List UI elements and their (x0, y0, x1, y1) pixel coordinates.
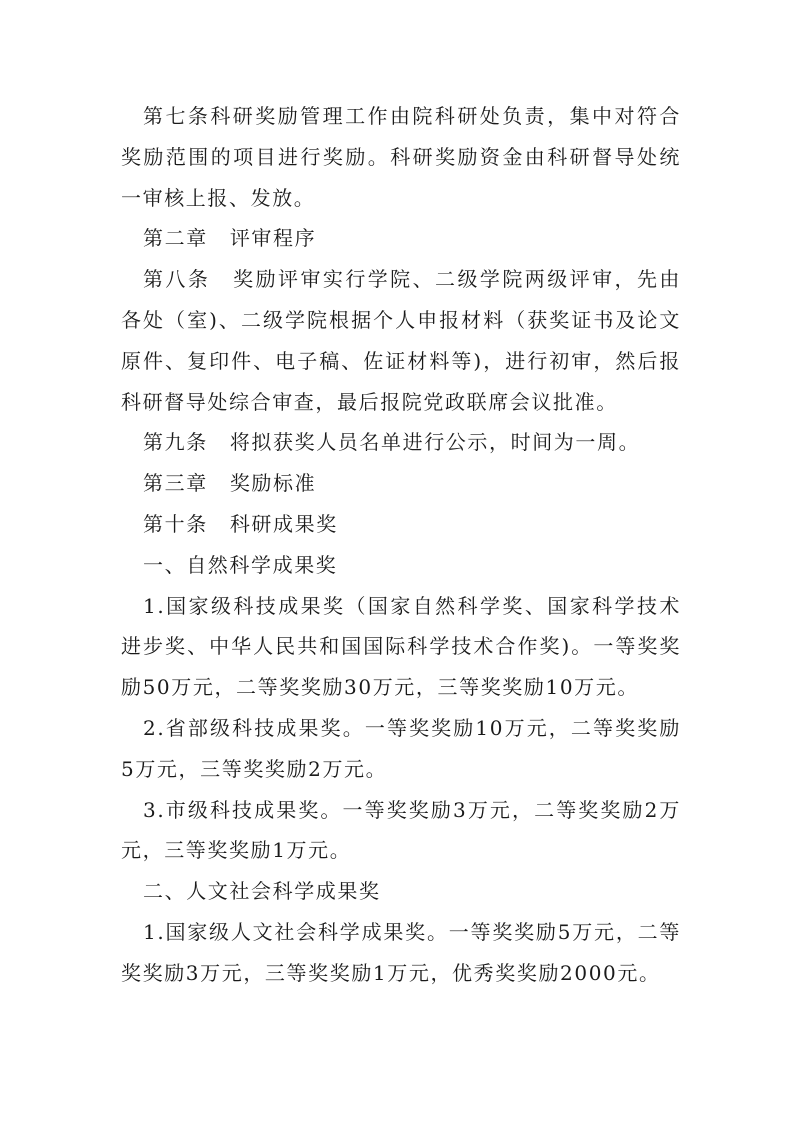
section-1-heading (121, 545, 681, 586)
article-10-title: 科研成果奖 (229, 511, 338, 536)
section-2-title: 二、人文社会科学成果奖 (143, 879, 381, 904)
article-7-text: 第七条科研奖励管理工作由院科研处负责，集中对符合奖励范围的项目进行奖励。科研奖励资金由科研督导处统一审核上报、发放。 (121, 104, 681, 210)
item-1-2-text: 2.省部级科技成果奖。一等奖奖励10万元，二等奖奖励5万元，三等奖奖励2万元。 (121, 715, 681, 781)
article-7-paragraph (121, 96, 681, 218)
item-1-3-text: 3.市级科技成果奖。一等奖奖励3万元，二等奖奖励2万元，三等奖奖励1万元。 (121, 797, 681, 863)
article-8-paragraph (121, 259, 681, 422)
chapter-3-heading (121, 463, 681, 504)
article-9-text: 将拟获奖人员名单进行公示，时间为一周。 (229, 430, 641, 455)
article-10-heading (121, 504, 681, 545)
item-2-1-text: 1.国家级人文社会科学成果奖。一等奖奖励5万元，二等奖奖励3万元，三等奖奖励1万元，优秀奖奖励2000元。 (121, 919, 681, 985)
item-1-2-paragraph (121, 708, 681, 790)
article-9-paragraph (121, 422, 681, 463)
item-1-3-paragraph (121, 790, 681, 872)
section-2-heading (121, 871, 681, 912)
chapter-2-heading (121, 218, 681, 259)
article-8-text: 奖励评审实行学院、二级学院两级评审，先由各处（室)、二级学院根据个人申报材料（获奖证书及论文原件、复印件、电子稿、佐证材料等)，进行初审，然后报科研督导处综合审查，最后报院党政联席会议批准。 (121, 267, 681, 414)
chapter-3-label: 第三章 (143, 471, 208, 496)
item-1-1-text: 1.国家级科技成果奖（国家自然科学奖、国家科学技术进步奖、中华人民共和国国际科学技术合作奖)。一等奖奖励50万元，二等奖奖励30万元，三等奖奖励10万元。 (121, 593, 681, 700)
article-8-label: 第八条 (143, 267, 211, 292)
item-1-1-paragraph (121, 586, 681, 708)
chapter-3-title: 奖励标准 (229, 471, 317, 496)
section-1-title: 一、自然科学成果奖 (143, 552, 338, 577)
chapter-2-title: 评审程序 (229, 226, 317, 251)
article-10-label: 第十条 (143, 511, 208, 536)
chapter-2-label: 第二章 (143, 226, 208, 251)
article-9-label: 第九条 (143, 430, 208, 455)
document-body (121, 96, 681, 994)
item-2-1-paragraph (121, 912, 681, 994)
